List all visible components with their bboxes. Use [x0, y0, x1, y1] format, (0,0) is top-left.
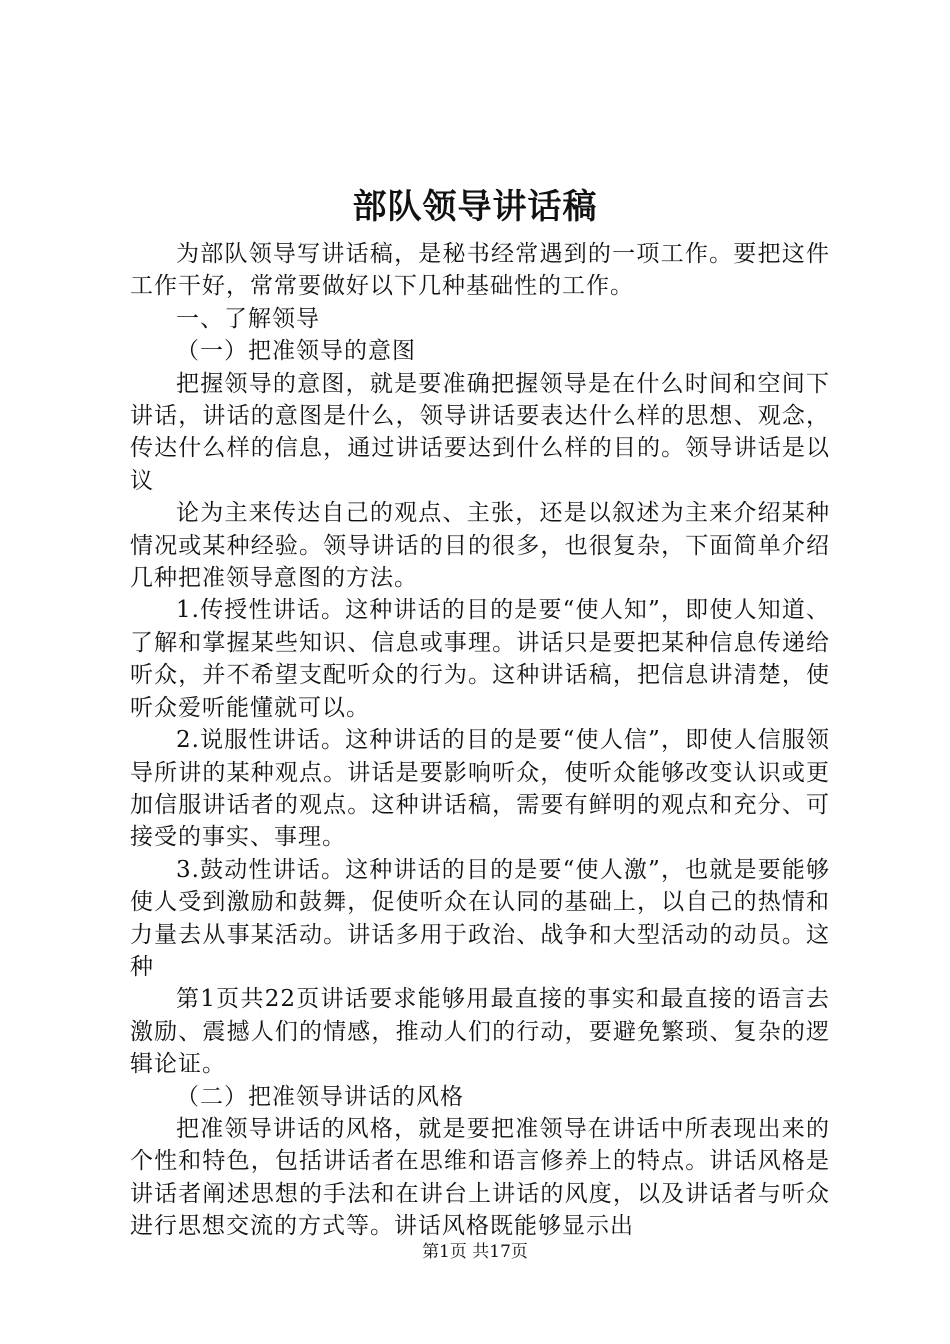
- paragraph: 第1页共22页讲话要求能够用最直接的事实和最直接的语言去激励、震撼人们的情感，推动人们的行动，要避免繁琐、复杂的逻辑论证。: [130, 986, 830, 1078]
- paragraph: 论为主来传达自己的观点、主张，还是以叙述为主来介绍某种情况或某种经验。领导讲话的目的很多，也很复杂，下面简单介绍几种把准领导意图的方法。: [130, 500, 830, 592]
- subsection-heading: （一）把准领导的意图: [176, 338, 416, 365]
- list-item-paragraph: 3.鼓动性讲话。这种讲话的目的是要“使人激”，也就是要能够使人受到激励和鼓舞，促使听众在认同的基础上，以自己的热情和力量去从事某活动。讲话多用于政治、战争和大型活动的动员。这种: [130, 856, 830, 980]
- subsection-heading: （二）把准领导讲话的风格: [176, 1083, 464, 1110]
- section-heading: 一、了解领导: [176, 305, 320, 332]
- list-item-paragraph: 1.传授性讲话。这种讲话的目的是要“使人知”，即使人知道、了解和掌握某些知识、信息或事理。讲话只是要把某种信息传递给听众，并不希望支配听众的行为。这种讲话稿，把信息讲清楚，使听众爱听能懂就可以。: [130, 597, 830, 721]
- page-footer: 第1页 共17页: [422, 1242, 528, 1262]
- paragraph-intro: 为部队领导写讲话稿，是秘书经常遇到的一项工作。要把这件工作干好，常常要做好以下几种基础性的工作。: [130, 241, 830, 300]
- document-body: [130, 238, 830, 1243]
- document-title: 部队领导讲话稿: [352, 187, 598, 227]
- paragraph: 把准领导讲话的风格，就是要把准领导在讲话中所表现出来的个性和特色，包括讲话者在思维和语言修养上的特点。讲话风格是讲话者阐述思想的手法和在讲台上讲话的风度，以及讲话者与听众进行思想交流的方式等。讲话风格既能够显示出: [130, 1115, 830, 1240]
- paragraph: 把握领导的意图，就是要准确把握领导是在什么时间和空间下讲话，讲话的意图是什么，领导讲话要表达什么样的思想、观念，传达什么样的信息，通过讲话要达到什么样的目的。领导讲话是以议: [130, 370, 830, 494]
- list-item-paragraph: 2.说服性讲话。这种讲话的目的是要“使人信”，即使人信服领导所讲的某种观点。讲话是要影响听众，使听众能够改变认识或更加信服讲话者的观点。这种讲话稿，需要有鲜明的观点和充分、可接受的事实、事理。: [130, 727, 830, 851]
